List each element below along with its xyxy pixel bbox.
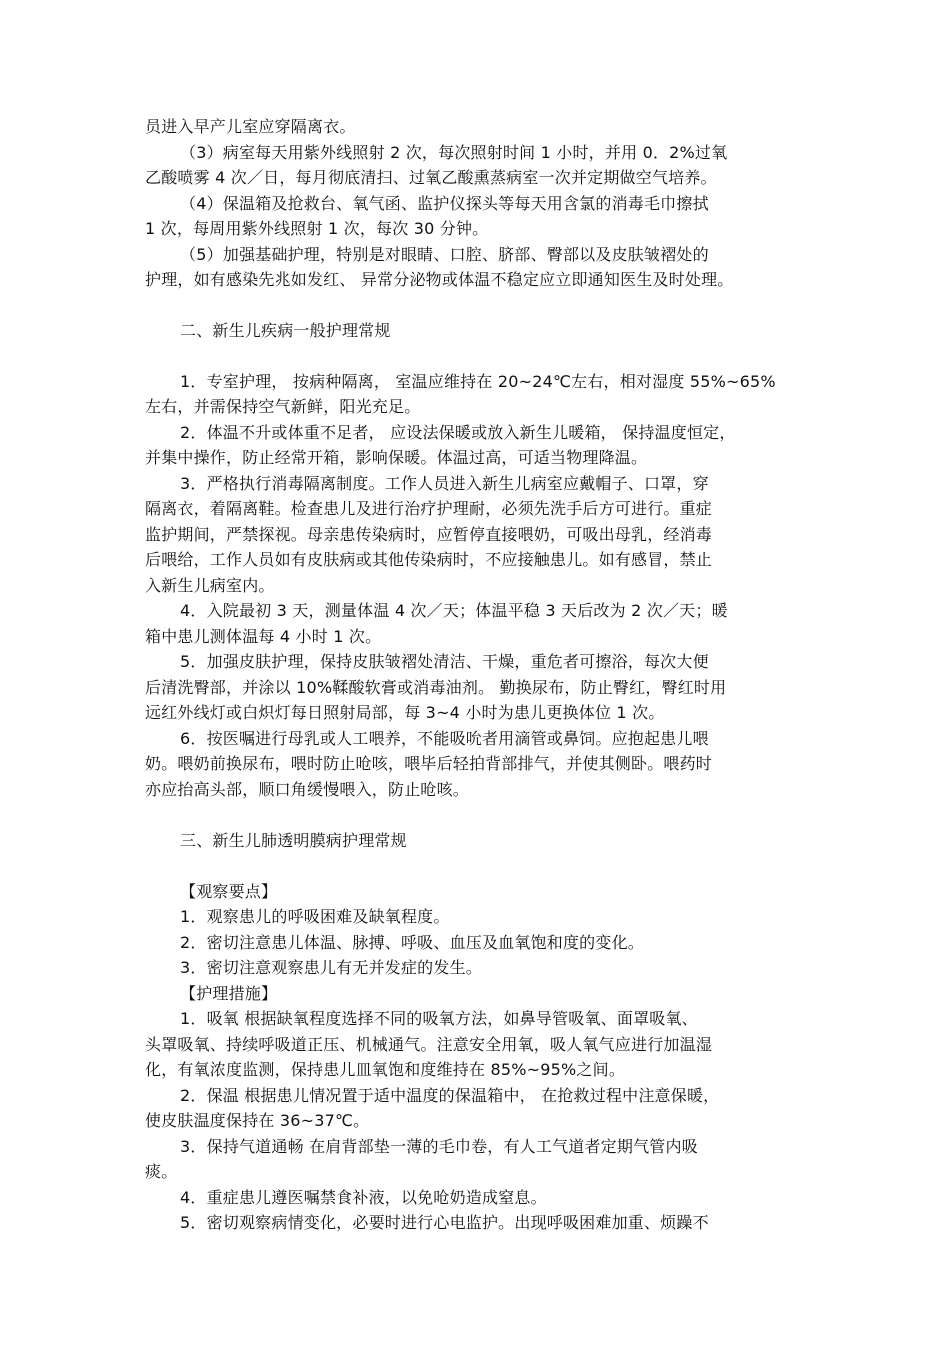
paragraph-line: 2．体温不升或体重不足者， 应设法保暖或放入新生儿暖箱， 保持温度恒定， (180, 423, 736, 442)
paragraph-line: 6．按医嘱进行母乳或人工喂养，不能吸吮者用滴管或鼻饲。应抱起患儿喂 (180, 729, 709, 748)
paragraph-line: 1 次，每周用紫外线照射 1 次，每次 30 分钟。 (145, 219, 489, 238)
paragraph-line: 5．加强皮肤护理，保持皮肤皱褶处清洁、干燥，重危者可擦浴，每次大便 (180, 652, 709, 671)
paragraph-line: 奶。喂奶前换尿布，喂时防止呛咳，喂毕后轻拍背部排气，并使其侧卧。喂药时 (145, 754, 713, 773)
paragraph-line: 3．严格执行消毒隔离制度。工作人员进入新生儿病室应戴帽子、口罩，穿 (180, 474, 709, 493)
paragraph-line: 并集中操作，防止经常开箱，影响保暖。体温过高，可适当物理降温。 (145, 448, 648, 467)
paragraph-line: 2．保温 根据患儿情况置于适中温度的保温箱中， 在抢救过程中注意保暖， (180, 1086, 720, 1105)
paragraph-line: 护理，如有感染先兆如发红、 异常分泌物或体温不稳定应立即通知医生及时处理。 (145, 270, 734, 289)
paragraph-line: 1．专室护理， 按病种隔离， 室温应维持在 20~24℃左右，相对湿度 55%~65% (180, 372, 776, 391)
subsection-label: 【观察要点】 (180, 882, 278, 901)
paragraph-line: （4）保温箱及抢救台、氧气函、监护仪探头等每天用含氯的消毒毛巾擦拭 (180, 194, 709, 213)
paragraph-line: 监护期间，严禁探视。母亲患传染病时，应暂停直接喂奶，可吸出母乳，经消毒 (145, 525, 713, 544)
paragraph-line: 员进入早产儿室应穿隔离衣。 (145, 117, 356, 136)
paragraph-line: 头罩吸氧、持续呼吸道正压、机械通气。注意安全用氧，吸人氧气应进行加温湿 (145, 1035, 713, 1054)
paragraph-line: 痰。 (145, 1162, 178, 1181)
subsection-label: 【护理措施】 (180, 984, 278, 1003)
paragraph-line: 使皮肤温度保持在 36~37℃。 (145, 1111, 370, 1130)
paragraph-line: 后喂给，工作人员如有皮肤病或其他传染病时，不应接触患儿。如有感冒，禁止 (145, 550, 713, 569)
paragraph-line: 4．重症患儿遵医嘱禁食补液，以免呛奶造成窒息。 (180, 1188, 547, 1207)
list-item: 3．密切注意观察患儿有无并发症的发生。 (180, 958, 482, 977)
section-heading: 二、新生儿疾病一般护理常规 (180, 321, 391, 340)
paragraph-line: 箱中患儿测体温每 4 小时 1 次。 (145, 627, 382, 646)
paragraph-line: （5）加强基础护理，特别是对眼睛、口腔、脐部、臀部以及皮肤皱褶处的 (180, 245, 709, 264)
paragraph-line: 3．保持气道通畅 在肩背部垫一薄的毛巾卷，有人工气道者定期气管内吸 (180, 1137, 698, 1156)
paragraph-line: 化，有氧浓度监测，保持患儿皿氧饱和度维持在 85%~95%之间。 (145, 1060, 626, 1079)
paragraph-line: （3）病室每天用紫外线照射 2 次，每次照射时间 1 小时，并用 0．2%过氧 (180, 143, 728, 162)
paragraph-line: 左右，并需保持空气新鲜，阳光充足。 (145, 397, 421, 416)
paragraph-line: 4．入院最初 3 天，测量体温 4 次／天；体温平稳 3 天后改为 2 次／天；暖 (180, 601, 728, 620)
list-item: 2．密切注意患儿体温、脉搏、呼吸、血压及血氧饱和度的变化。 (180, 933, 644, 952)
paragraph-line: 远红外线灯或白炽灯每日照射局部，每 3~4 小时为患儿更换体位 1 次。 (145, 703, 665, 722)
paragraph-line: 5．密切观察病情变化，必要时进行心电监护。出现呼吸困难加重、烦躁不 (180, 1213, 709, 1232)
paragraph-line: 后清洗臀部，并涂以 10%鞣酸软膏或消毒油剂。 勤换尿布，防止臀红，臀红时用 (145, 678, 727, 697)
list-item: 1．观察患儿的呼吸困难及缺氧程度。 (180, 907, 450, 926)
paragraph-line: 亦应抬高头部，顺口角缓慢喂入，防止呛咳。 (145, 780, 470, 799)
paragraph-line: 1．吸氧 根据缺氧程度选择不同的吸氧方法，如鼻导管吸氧、面罩吸氧、 (180, 1009, 698, 1028)
paragraph-line: 入新生儿病室内。 (145, 576, 275, 595)
paragraph-line: 乙酸喷雾 4 次／日，每月彻底清扫、过氧乙酸熏蒸病室一次并定期做空气培养。 (145, 168, 717, 187)
paragraph-line: 隔离衣，着隔离鞋。检查患儿及进行治疗护理耐，必须先洗手后方可进行。重症 (145, 499, 713, 518)
section-heading: 三、新生儿肺透明膜病护理常规 (180, 831, 407, 850)
